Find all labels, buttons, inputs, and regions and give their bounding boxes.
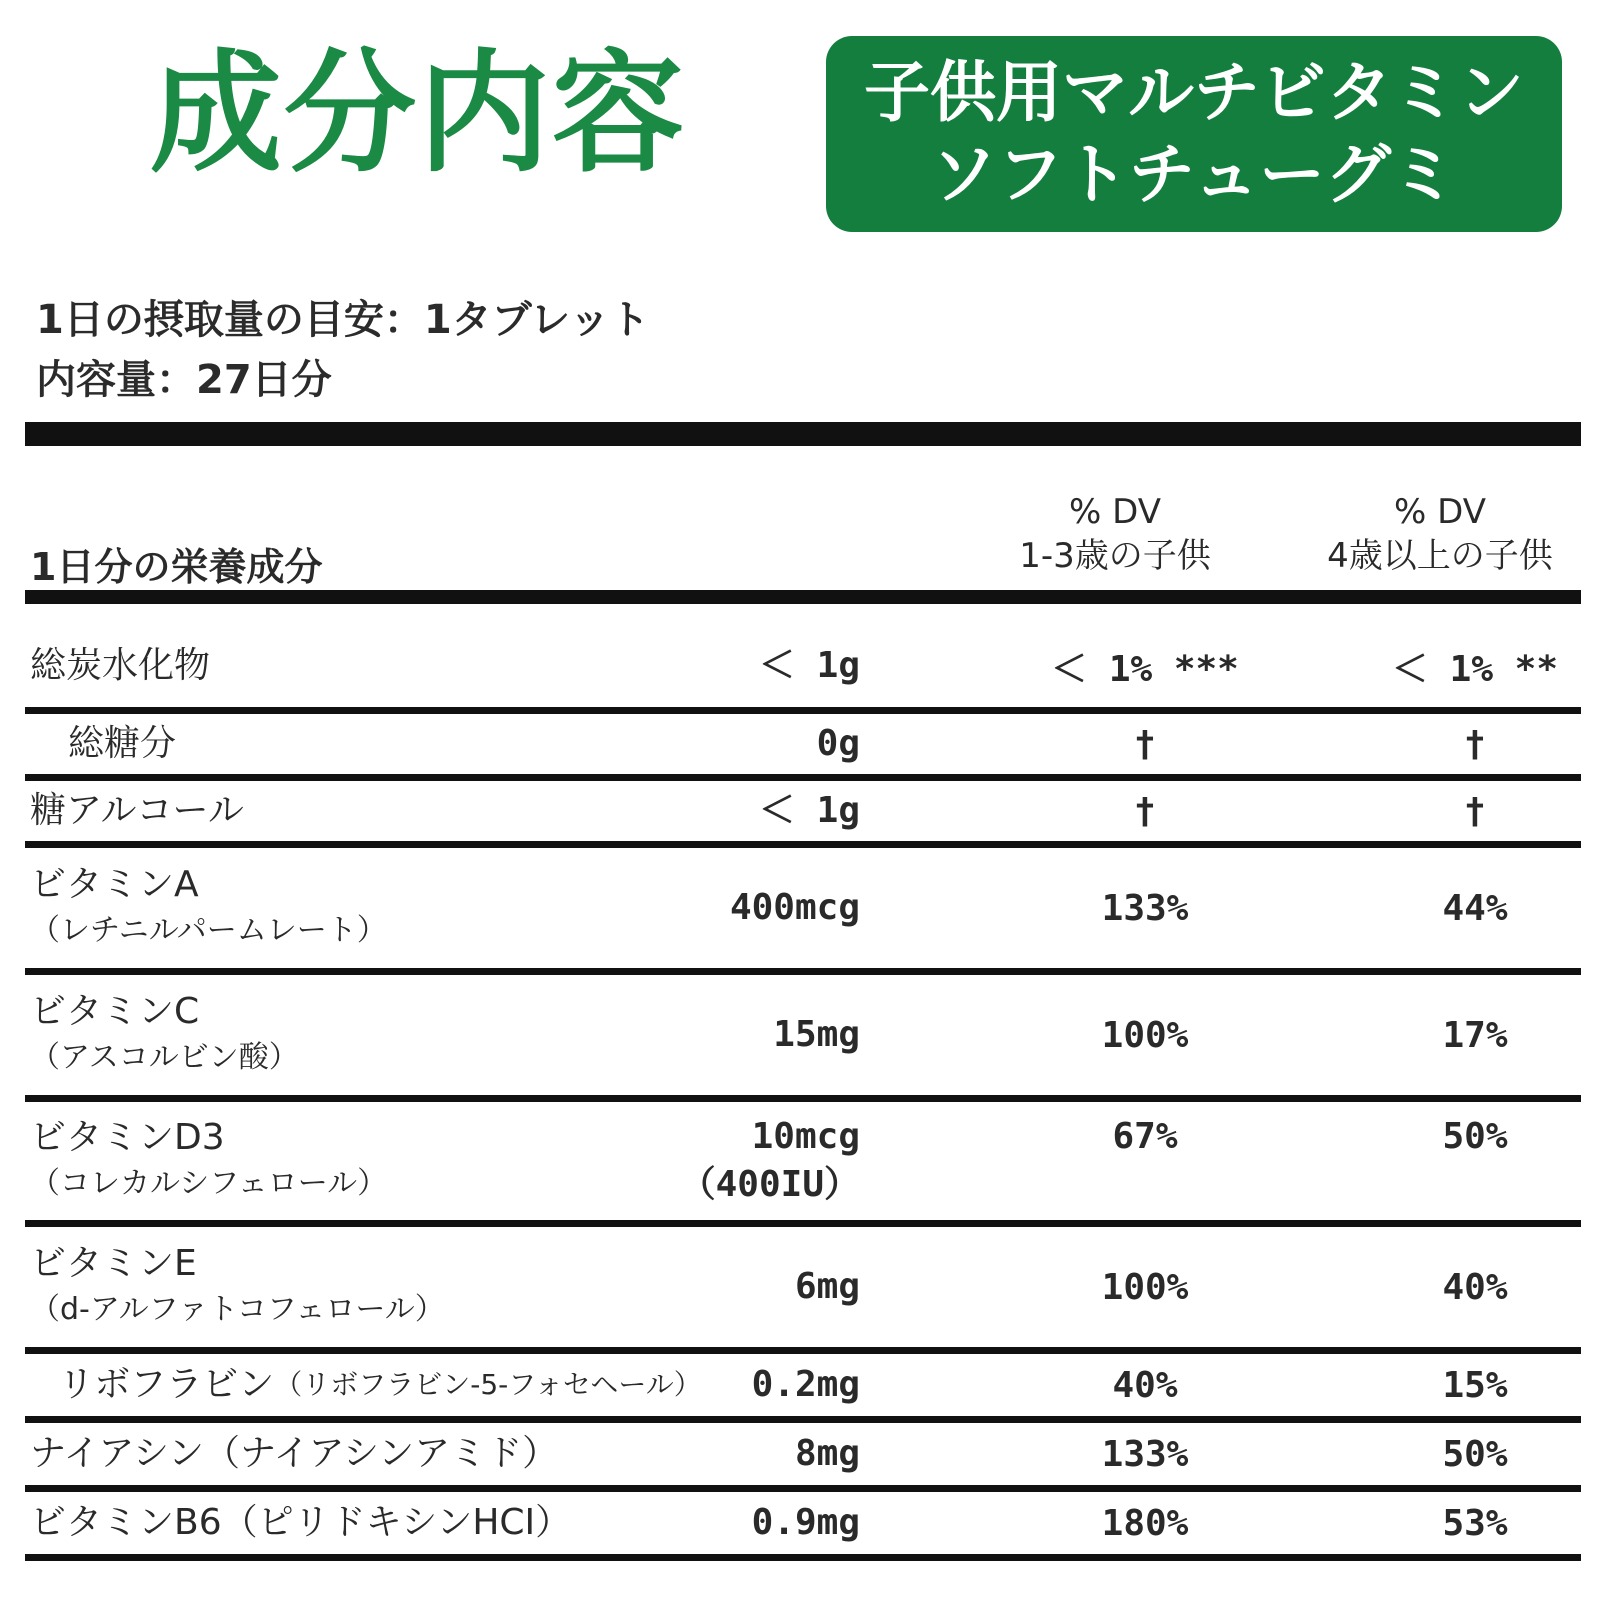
dv-children-text: ＜ 1% **: [1391, 648, 1559, 690]
dv-toddler: [985, 714, 1305, 774]
nutrition-header-label: 1日分の栄養成分: [30, 545, 323, 589]
dv-toddler: [985, 1423, 1305, 1485]
nutrient-amount-text: ＜ 1g: [758, 645, 860, 686]
dv-toddler-text: 133%: [1101, 887, 1189, 929]
dv-toddler: [985, 975, 1305, 1095]
nutrient-source-text: （d-アルファトコフェロール）: [30, 1292, 445, 1327]
table-row: [25, 1227, 1581, 1347]
row-divider: [25, 1485, 1581, 1492]
nutrient-name-text: ビタミンC: [30, 991, 200, 1032]
dv-toddler: [985, 1227, 1305, 1347]
nutrient-amount: [625, 1227, 860, 1347]
nutrient-name-text: ビタミンD3: [30, 1117, 225, 1158]
dv-toddler-text: 180%: [1101, 1502, 1189, 1544]
table-row: [25, 714, 1581, 774]
nutrient-name-text: ビタミンB6（ピリドキシンHCI）: [30, 1502, 572, 1543]
dv-header-toddler-line2: 1-3歳の子供: [1019, 536, 1211, 576]
dv-toddler-text: 100%: [1101, 1014, 1189, 1056]
table-row: [25, 1102, 1581, 1220]
serving-size: 1日の摂取量の目安：1タブレット: [36, 297, 650, 343]
dv-children-text: 53%: [1442, 1502, 1508, 1544]
page-title: 成分内容: [150, 37, 686, 191]
nutrient-amount: [625, 630, 860, 702]
dv-toddler-text: 100%: [1101, 1266, 1189, 1308]
row-divider: [25, 841, 1581, 848]
top-thick-divider: [25, 422, 1581, 446]
row-divider: [25, 774, 1581, 781]
dv-children: [1315, 848, 1600, 968]
dv-children-text: 15%: [1442, 1364, 1508, 1406]
dv-children-text: 44%: [1442, 887, 1508, 929]
nutrient-amount-text: 6mg: [794, 1266, 860, 1307]
nutrient-amount: [625, 781, 860, 841]
nutrient-source-text: （リボフラビン-5-フォセヘール）: [274, 1368, 702, 1401]
dv-toddler-text: 133%: [1101, 1433, 1189, 1475]
dv-header-toddler: [975, 490, 1255, 578]
dv-toddler-text: 67%: [1112, 1116, 1178, 1157]
nutrient-amount-text: 400mcg: [729, 887, 860, 928]
nutrient-amount: [625, 1354, 860, 1416]
nutrient-amount: [625, 1102, 860, 1220]
dv-children: [1315, 714, 1600, 774]
table-row: [25, 781, 1581, 841]
row-divider: [25, 1220, 1581, 1227]
table-row: [25, 848, 1581, 968]
dv-children: [1315, 1492, 1600, 1554]
nutrient-amount-text: 10mcg: [751, 1116, 860, 1157]
nutrient-name-text: 総炭水化物: [30, 645, 211, 686]
product-name-badge: [826, 36, 1562, 232]
table-row: [25, 975, 1581, 1095]
nutrient-name-text: ビタミンE: [30, 1243, 197, 1284]
dv-header-toddler-line1: % DV: [1069, 492, 1161, 532]
nutrient-amount: [625, 1492, 860, 1554]
dv-toddler: [985, 630, 1305, 702]
table-row: [25, 1423, 1581, 1485]
dv-toddler-text: †: [1134, 723, 1156, 765]
nutrient-amount: [625, 848, 860, 968]
row-divider: [25, 1095, 1581, 1102]
nutrient-amount-iu-text: （400IU）: [679, 1164, 860, 1205]
contents-amount: 内容量：27日分: [36, 357, 332, 403]
header-divider: [25, 590, 1581, 604]
nutrient-source-text: （レチニルパームレート）: [30, 913, 387, 948]
dv-children-text: †: [1464, 723, 1486, 765]
dv-children: [1315, 1423, 1600, 1485]
dv-toddler: [985, 1354, 1305, 1416]
dv-toddler-text: ＜ 1% ***: [1051, 648, 1239, 690]
dv-children: [1315, 630, 1600, 702]
product-name-line2: ソフトチューグミ: [930, 136, 1458, 213]
dv-children-text: 50%: [1442, 1116, 1508, 1157]
dv-header-children: [1300, 490, 1580, 578]
dv-toddler: [985, 848, 1305, 968]
product-name-line1: 子供用マルチビタミン: [864, 54, 1524, 131]
dv-children-text: 50%: [1442, 1433, 1508, 1475]
nutrient-amount: [625, 714, 860, 774]
dv-children-text: 17%: [1442, 1014, 1508, 1056]
table-row: [25, 630, 1581, 702]
nutrient-source-text: （アスコルビン酸）: [30, 1040, 299, 1075]
nutrient-amount-text: 0.2mg: [751, 1364, 860, 1405]
dv-header-children-line1: % DV: [1394, 492, 1486, 532]
table-row: [25, 1492, 1581, 1554]
dv-children: [1315, 1102, 1600, 1220]
row-divider: [25, 1416, 1581, 1423]
row-divider: [25, 1554, 1581, 1561]
row-divider: [25, 707, 1581, 714]
dv-toddler-text: †: [1134, 790, 1156, 832]
nutrient-name-text: 総糖分: [68, 723, 177, 764]
row-divider: [25, 968, 1581, 975]
dv-toddler: [985, 781, 1305, 841]
nutrient-amount-text: 8mg: [794, 1433, 860, 1474]
dv-header-children-line2: 4歳以上の子供: [1327, 536, 1553, 576]
nutrient-amount-text: ＜ 1g: [758, 790, 860, 831]
table-row: [25, 1354, 1581, 1416]
nutrient-amount: [625, 1423, 860, 1485]
nutrient-amount: [625, 975, 860, 1095]
nutrient-source-text: （コレカルシフェロール）: [30, 1166, 388, 1201]
nutrient-name-text: ビタミンA: [30, 864, 199, 905]
nutrient-amount-text: 15mg: [773, 1014, 860, 1055]
nutrient-name-text: リボフラビン: [58, 1364, 275, 1405]
dv-children: [1315, 975, 1600, 1095]
dv-toddler: [985, 1492, 1305, 1554]
row-divider: [25, 1347, 1581, 1354]
nutrient-name-text: 糖アルコール: [30, 790, 244, 831]
dv-children: [1315, 1227, 1600, 1347]
dv-children: [1315, 1354, 1600, 1416]
dv-toddler: [985, 1102, 1305, 1220]
dv-children-text: 40%: [1442, 1266, 1508, 1308]
nutrient-amount-text: 0g: [816, 723, 860, 764]
dv-toddler-text: 40%: [1112, 1364, 1178, 1406]
dv-children-text: †: [1464, 790, 1486, 832]
nutrient-name-text: ナイアシン（ナイアシンアミド）: [30, 1433, 559, 1474]
nutrient-amount-text: 0.9mg: [751, 1502, 860, 1543]
dv-children: [1315, 781, 1600, 841]
